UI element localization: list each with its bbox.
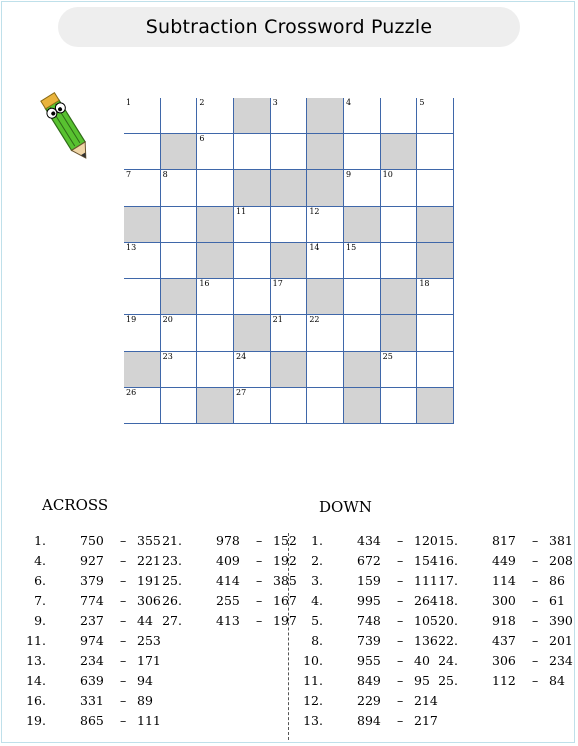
clue-minuend: 918 bbox=[492, 613, 516, 628]
grid-block-cell bbox=[234, 170, 271, 206]
grid-block-cell bbox=[417, 388, 454, 424]
clue-minus-sign: – bbox=[532, 533, 539, 548]
clue-subtrahend: 234 bbox=[549, 653, 573, 668]
clue-number: 17. bbox=[438, 573, 458, 588]
clue-subtrahend: 111 bbox=[414, 573, 438, 588]
clue-number: 27. bbox=[162, 613, 182, 628]
grid-cell[interactable] bbox=[307, 315, 344, 351]
grid-block-cell bbox=[381, 279, 418, 315]
grid-cell[interactable] bbox=[124, 170, 161, 206]
clue-minus-sign: – bbox=[120, 713, 127, 728]
clue-subtrahend: 154 bbox=[414, 553, 438, 568]
pencil-mascot-icon bbox=[38, 82, 98, 164]
clue-subtrahend: 44 bbox=[137, 613, 153, 628]
clue-number: 4. bbox=[34, 553, 46, 568]
grid-cell[interactable] bbox=[344, 243, 381, 279]
clue-number: 24. bbox=[438, 653, 458, 668]
grid-block-cell bbox=[124, 352, 161, 388]
clue-minuend: 434 bbox=[357, 533, 381, 548]
clue-number: 23. bbox=[162, 553, 182, 568]
grid-block-cell bbox=[307, 170, 344, 206]
cell-number: 19 bbox=[126, 315, 137, 325]
clue-number: 11. bbox=[303, 673, 323, 688]
cell-number: 8 bbox=[162, 170, 168, 180]
grid-cell[interactable] bbox=[234, 352, 271, 388]
clue-minuend: 379 bbox=[80, 573, 104, 588]
grid-cell[interactable] bbox=[124, 134, 161, 170]
clue-minus-sign: – bbox=[397, 593, 404, 608]
cell-number: 22 bbox=[309, 315, 320, 325]
clue-minuend: 255 bbox=[216, 593, 240, 608]
cell-number: 25 bbox=[382, 351, 393, 361]
clue-number: 9. bbox=[34, 613, 46, 628]
grid-cell[interactable] bbox=[381, 388, 418, 424]
clue-number: 8. bbox=[311, 633, 323, 648]
clue-subtrahend: 390 bbox=[549, 613, 573, 628]
grid-block-cell bbox=[307, 98, 344, 134]
clue-number: 13. bbox=[26, 653, 46, 668]
grid-block-cell bbox=[344, 352, 381, 388]
clue-number: 25. bbox=[438, 673, 458, 688]
clue-number: 10. bbox=[303, 653, 323, 668]
clue-subtrahend: 201 bbox=[549, 633, 573, 648]
clue-subtrahend: 171 bbox=[137, 653, 161, 668]
clue-number: 20. bbox=[438, 613, 458, 628]
grid-block-cell bbox=[381, 134, 418, 170]
clue-minus-sign: – bbox=[120, 653, 127, 668]
clue-minuend: 413 bbox=[216, 613, 240, 628]
clue-minus-sign: – bbox=[532, 553, 539, 568]
clue-minus-sign: – bbox=[256, 573, 263, 588]
cell-number: 18 bbox=[419, 279, 430, 289]
grid-cell[interactable] bbox=[271, 207, 308, 243]
grid-cell[interactable] bbox=[271, 279, 308, 315]
grid-cell[interactable] bbox=[417, 279, 454, 315]
clue-minuend: 112 bbox=[492, 673, 516, 688]
clue-number: 21. bbox=[162, 533, 182, 548]
clue-subtrahend: 217 bbox=[414, 713, 438, 728]
clue-subtrahend: 40 bbox=[414, 653, 430, 668]
clue-minuend: 639 bbox=[80, 673, 104, 688]
grid-cell[interactable] bbox=[271, 388, 308, 424]
clue-minus-sign: – bbox=[120, 693, 127, 708]
clue-minus-sign: – bbox=[120, 533, 127, 548]
clue-number: 5. bbox=[311, 613, 323, 628]
grid-cell[interactable] bbox=[161, 315, 198, 351]
clue-minus-sign: – bbox=[397, 713, 404, 728]
grid-block-cell bbox=[197, 243, 234, 279]
clue-subtrahend: 381 bbox=[549, 533, 573, 548]
grid-cell[interactable] bbox=[344, 134, 381, 170]
grid-cell[interactable] bbox=[124, 243, 161, 279]
grid-cell[interactable] bbox=[124, 98, 161, 134]
clue-minus-sign: – bbox=[256, 553, 263, 568]
grid-cell[interactable] bbox=[381, 98, 418, 134]
clue-minus-sign: – bbox=[120, 593, 127, 608]
clue-number: 12. bbox=[303, 693, 323, 708]
clue-subtrahend: 208 bbox=[549, 553, 573, 568]
grid-cell[interactable] bbox=[161, 98, 198, 134]
page-title: Subtraction Crossword Puzzle bbox=[58, 7, 520, 47]
clue-subtrahend: 84 bbox=[549, 673, 565, 688]
clue-number: 13. bbox=[303, 713, 323, 728]
cell-number: 12 bbox=[309, 206, 320, 216]
grid-cell[interactable] bbox=[234, 134, 271, 170]
across-heading: ACROSS bbox=[42, 496, 109, 514]
clue-minuend: 159 bbox=[357, 573, 381, 588]
clue-minus-sign: – bbox=[397, 553, 404, 568]
clue-number: 4. bbox=[311, 593, 323, 608]
clue-minuend: 437 bbox=[492, 633, 516, 648]
grid-cell[interactable] bbox=[234, 279, 271, 315]
grid-block-cell bbox=[381, 315, 418, 351]
clue-minuend: 894 bbox=[357, 713, 381, 728]
clue-number: 18. bbox=[438, 593, 458, 608]
grid-block-cell bbox=[417, 207, 454, 243]
grid-cell[interactable] bbox=[161, 388, 198, 424]
clue-subtrahend: 136 bbox=[414, 633, 438, 648]
grid-block-cell bbox=[307, 134, 344, 170]
crossword-grid bbox=[124, 98, 454, 424]
grid-cell[interactable] bbox=[124, 315, 161, 351]
clue-minuend: 974 bbox=[80, 633, 104, 648]
clue-number: 16. bbox=[26, 693, 46, 708]
clue-minus-sign: – bbox=[532, 593, 539, 608]
grid-block-cell bbox=[417, 243, 454, 279]
clue-subtrahend: 355 bbox=[137, 533, 161, 548]
cell-number: 16 bbox=[199, 279, 210, 289]
grid-cell[interactable] bbox=[161, 207, 198, 243]
clue-number: 25. bbox=[162, 573, 182, 588]
clue-number: 3. bbox=[311, 573, 323, 588]
clue-subtrahend: 61 bbox=[549, 593, 565, 608]
grid-block-cell bbox=[344, 207, 381, 243]
clue-number: 1. bbox=[311, 533, 323, 548]
grid-cell[interactable] bbox=[161, 352, 198, 388]
cell-number: 14 bbox=[309, 242, 320, 252]
clue-minuend: 927 bbox=[80, 553, 104, 568]
clue-number: 6. bbox=[34, 573, 46, 588]
clue-subtrahend: 192 bbox=[273, 553, 297, 568]
clue-number: 7. bbox=[34, 593, 46, 608]
cell-number: 15 bbox=[346, 242, 357, 252]
cell-number: 5 bbox=[419, 98, 425, 107]
clue-minus-sign: – bbox=[397, 533, 404, 548]
cell-number: 2 bbox=[199, 98, 205, 107]
clue-subtrahend: 253 bbox=[137, 633, 161, 648]
clue-minus-sign: – bbox=[532, 613, 539, 628]
cell-number: 21 bbox=[272, 315, 283, 325]
clue-minuend: 114 bbox=[492, 573, 516, 588]
grid-cell[interactable] bbox=[417, 315, 454, 351]
clue-minuend: 300 bbox=[492, 593, 516, 608]
clue-minuend: 978 bbox=[216, 533, 240, 548]
clue-subtrahend: 197 bbox=[273, 613, 297, 628]
clue-subtrahend: 111 bbox=[137, 713, 161, 728]
clue-number: 26. bbox=[162, 593, 182, 608]
cell-number: 3 bbox=[272, 98, 278, 107]
clue-subtrahend: 86 bbox=[549, 573, 565, 588]
clue-minuend: 306 bbox=[492, 653, 516, 668]
clue-minuend: 672 bbox=[357, 553, 381, 568]
clue-number: 2. bbox=[311, 553, 323, 568]
grid-cell[interactable] bbox=[307, 207, 344, 243]
clue-subtrahend: 385 bbox=[273, 573, 297, 588]
clue-minus-sign: – bbox=[532, 653, 539, 668]
clue-minuend: 739 bbox=[357, 633, 381, 648]
grid-block-cell bbox=[124, 207, 161, 243]
cell-number: 9 bbox=[346, 170, 352, 180]
grid-cell[interactable] bbox=[161, 243, 198, 279]
clue-minuend: 237 bbox=[80, 613, 104, 628]
grid-block-cell bbox=[161, 134, 198, 170]
clue-minus-sign: – bbox=[397, 653, 404, 668]
clue-number: 11. bbox=[26, 633, 46, 648]
grid-cell[interactable] bbox=[197, 352, 234, 388]
clue-minus-sign: – bbox=[397, 693, 404, 708]
grid-block-cell bbox=[271, 352, 308, 388]
cell-number: 23 bbox=[162, 351, 173, 361]
clue-minuend: 955 bbox=[357, 653, 381, 668]
grid-cell[interactable] bbox=[417, 170, 454, 206]
clue-subtrahend: 105 bbox=[414, 613, 438, 628]
grid-cell[interactable] bbox=[124, 388, 161, 424]
grid-block-cell bbox=[307, 279, 344, 315]
grid-cell[interactable] bbox=[307, 243, 344, 279]
grid-cell[interactable] bbox=[344, 315, 381, 351]
clue-subtrahend: 306 bbox=[137, 593, 161, 608]
cell-number: 13 bbox=[126, 242, 137, 252]
clue-subtrahend: 264 bbox=[414, 593, 438, 608]
clue-subtrahend: 94 bbox=[137, 673, 153, 688]
clue-minus-sign: – bbox=[256, 613, 263, 628]
grid-cell[interactable] bbox=[417, 134, 454, 170]
clue-subtrahend: 214 bbox=[414, 693, 438, 708]
clue-minus-sign: – bbox=[256, 593, 263, 608]
grid-cell[interactable] bbox=[197, 98, 234, 134]
clue-subtrahend: 89 bbox=[137, 693, 153, 708]
grid-cell[interactable] bbox=[234, 207, 271, 243]
clue-minuend: 409 bbox=[216, 553, 240, 568]
grid-block-cell bbox=[344, 388, 381, 424]
grid-cell[interactable] bbox=[344, 170, 381, 206]
clue-minus-sign: – bbox=[397, 613, 404, 628]
grid-cell[interactable] bbox=[344, 279, 381, 315]
clue-minuend: 414 bbox=[216, 573, 240, 588]
clue-minus-sign: – bbox=[120, 613, 127, 628]
clue-minus-sign: – bbox=[532, 633, 539, 648]
grid-cell[interactable] bbox=[417, 98, 454, 134]
grid-cell[interactable] bbox=[307, 352, 344, 388]
cell-number: 20 bbox=[162, 315, 173, 325]
grid-cell[interactable] bbox=[381, 207, 418, 243]
cell-number: 11 bbox=[236, 206, 247, 216]
grid-cell[interactable] bbox=[161, 170, 198, 206]
grid-cell[interactable] bbox=[271, 134, 308, 170]
grid-block-cell bbox=[197, 207, 234, 243]
clue-minuend: 817 bbox=[492, 533, 516, 548]
clue-subtrahend: 167 bbox=[273, 593, 297, 608]
clue-number: 19. bbox=[26, 713, 46, 728]
grid-cell[interactable] bbox=[381, 170, 418, 206]
grid-cell[interactable] bbox=[197, 315, 234, 351]
clue-minus-sign: – bbox=[120, 673, 127, 688]
clue-minus-sign: – bbox=[120, 553, 127, 568]
clue-minuend: 449 bbox=[492, 553, 516, 568]
grid-cell[interactable] bbox=[234, 243, 271, 279]
clue-minuend: 849 bbox=[357, 673, 381, 688]
clue-minus-sign: – bbox=[397, 633, 404, 648]
clue-subtrahend: 120 bbox=[414, 533, 438, 548]
clue-minuend: 331 bbox=[80, 693, 104, 708]
clue-minuend: 748 bbox=[357, 613, 381, 628]
clue-minus-sign: – bbox=[120, 573, 127, 588]
grid-block-cell bbox=[271, 243, 308, 279]
clue-subtrahend: 95 bbox=[414, 673, 430, 688]
cell-number: 26 bbox=[126, 387, 137, 397]
cell-number: 6 bbox=[199, 134, 205, 144]
clue-minus-sign: – bbox=[397, 673, 404, 688]
clue-minuend: 229 bbox=[357, 693, 381, 708]
clue-minuend: 865 bbox=[80, 713, 104, 728]
grid-block-cell bbox=[234, 315, 271, 351]
clue-minus-sign: – bbox=[532, 673, 539, 688]
grid-cell[interactable] bbox=[307, 388, 344, 424]
clue-number: 16. bbox=[438, 553, 458, 568]
clue-minuend: 774 bbox=[80, 593, 104, 608]
grid-cell[interactable] bbox=[197, 134, 234, 170]
clue-number: 22. bbox=[438, 633, 458, 648]
cell-number: 4 bbox=[346, 98, 352, 107]
clue-minuend: 995 bbox=[357, 593, 381, 608]
grid-cell[interactable] bbox=[344, 98, 381, 134]
grid-block-cell bbox=[271, 170, 308, 206]
clue-number: 15. bbox=[438, 533, 458, 548]
cell-number: 10 bbox=[382, 170, 393, 180]
grid-cell[interactable] bbox=[124, 279, 161, 315]
clue-subtrahend: 152 bbox=[273, 533, 297, 548]
clue-minus-sign: – bbox=[120, 633, 127, 648]
clue-minus-sign: – bbox=[532, 573, 539, 588]
clue-minus-sign: – bbox=[256, 533, 263, 548]
grid-block-cell bbox=[197, 388, 234, 424]
cell-number: 24 bbox=[236, 351, 247, 361]
clue-minuend: 750 bbox=[80, 533, 104, 548]
grid-cell[interactable] bbox=[234, 388, 271, 424]
clue-subtrahend: 191 bbox=[137, 573, 161, 588]
grid-block-cell bbox=[161, 279, 198, 315]
grid-cell[interactable] bbox=[417, 352, 454, 388]
grid-cell[interactable] bbox=[197, 279, 234, 315]
cell-number: 27 bbox=[236, 387, 247, 397]
grid-block-cell bbox=[234, 98, 271, 134]
clue-number: 1. bbox=[34, 533, 46, 548]
cell-number: 7 bbox=[126, 170, 132, 180]
grid-cell[interactable] bbox=[271, 98, 308, 134]
cell-number: 17 bbox=[272, 279, 283, 289]
down-heading: DOWN bbox=[319, 498, 372, 516]
clue-number: 14. bbox=[26, 673, 46, 688]
clue-subtrahend: 221 bbox=[137, 553, 161, 568]
clue-minuend: 234 bbox=[80, 653, 104, 668]
grid-cell[interactable] bbox=[381, 352, 418, 388]
cell-number: 1 bbox=[126, 98, 132, 107]
grid-cell[interactable] bbox=[197, 170, 234, 206]
grid-cell[interactable] bbox=[381, 243, 418, 279]
clue-minus-sign: – bbox=[397, 573, 404, 588]
grid-cell[interactable] bbox=[271, 315, 308, 351]
